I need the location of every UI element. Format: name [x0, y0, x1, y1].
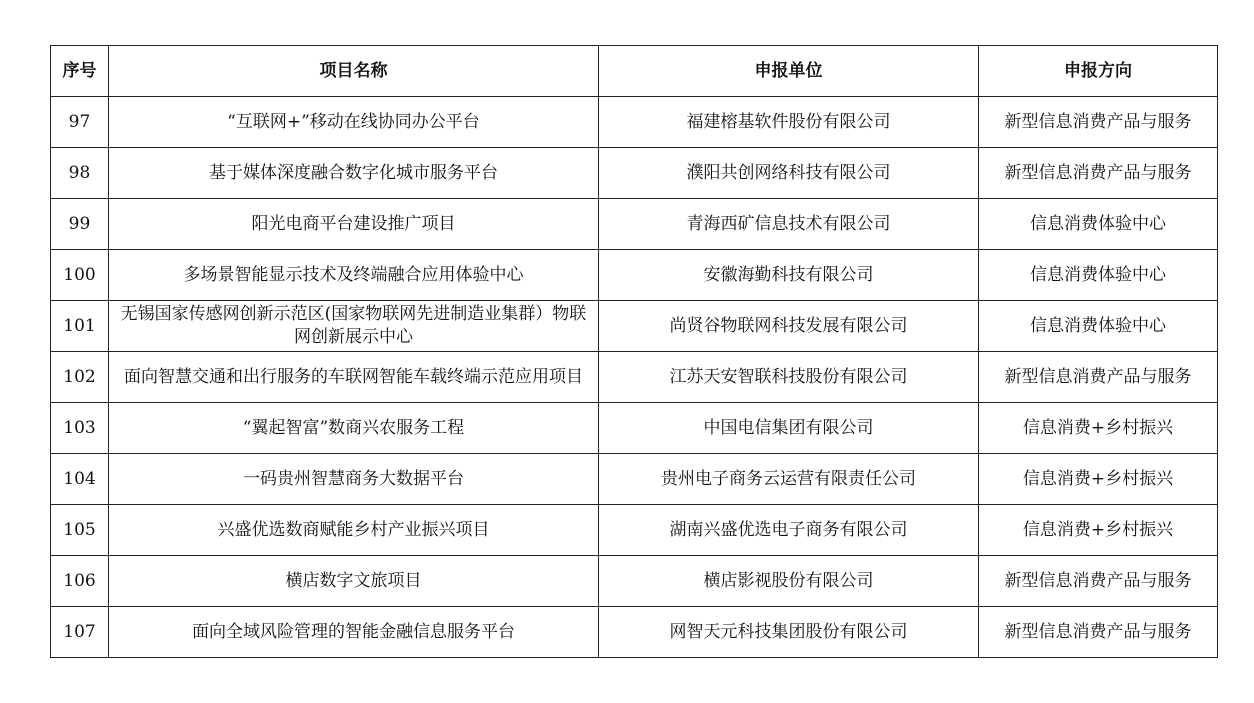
cell-project-name: 基于媒体深度融合数字化城市服务平台	[109, 148, 599, 199]
table-row	[51, 505, 1218, 556]
cell-application-direction: 信息消费+乡村振兴	[979, 403, 1218, 454]
cell-project-name: 兴盛优选数商赋能乡村产业振兴项目	[109, 505, 599, 556]
cell-project-name: 一码贵州智慧商务大数据平台	[109, 454, 599, 505]
project-table	[50, 45, 1218, 658]
cell-no: 106	[51, 556, 109, 607]
table-row	[51, 97, 1218, 148]
table-row	[51, 301, 1218, 352]
cell-application-direction: 新型信息消费产品与服务	[979, 607, 1218, 658]
cell-project-name: 面向智慧交通和出行服务的车联网智能车载终端示范应用项目	[109, 352, 599, 403]
cell-applicant-unit: 青海西矿信息技术有限公司	[599, 199, 979, 250]
cell-application-direction: 信息消费体验中心	[979, 301, 1218, 352]
cell-no: 107	[51, 607, 109, 658]
cell-application-direction: 信息消费体验中心	[979, 250, 1218, 301]
header-project-name: 项目名称	[109, 46, 599, 97]
cell-no: 105	[51, 505, 109, 556]
cell-project-name: 面向全域风险管理的智能金融信息服务平台	[109, 607, 599, 658]
cell-project-name: “互联网+”移动在线协同办公平台	[109, 97, 599, 148]
cell-no: 97	[51, 97, 109, 148]
cell-application-direction: 新型信息消费产品与服务	[979, 352, 1218, 403]
cell-applicant-unit: 中国电信集团有限公司	[599, 403, 979, 454]
cell-applicant-unit: 濮阳共创网络科技有限公司	[599, 148, 979, 199]
cell-no: 99	[51, 199, 109, 250]
cell-no: 100	[51, 250, 109, 301]
cell-project-name: 横店数字文旅项目	[109, 556, 599, 607]
cell-no: 103	[51, 403, 109, 454]
table-row	[51, 403, 1218, 454]
cell-application-direction: 新型信息消费产品与服务	[979, 148, 1218, 199]
cell-application-direction: 信息消费+乡村振兴	[979, 454, 1218, 505]
cell-project-name: 阳光电商平台建设推广项目	[109, 199, 599, 250]
table-row	[51, 607, 1218, 658]
table-row	[51, 148, 1218, 199]
table-row	[51, 199, 1218, 250]
table-row	[51, 250, 1218, 301]
cell-applicant-unit: 横店影视股份有限公司	[599, 556, 979, 607]
cell-applicant-unit: 安徽海勤科技有限公司	[599, 250, 979, 301]
header-applicant-unit: 申报单位	[599, 46, 979, 97]
cell-application-direction: 信息消费+乡村振兴	[979, 505, 1218, 556]
table-header-row	[51, 46, 1218, 97]
cell-application-direction: 信息消费体验中心	[979, 199, 1218, 250]
cell-applicant-unit: 湖南兴盛优选电子商务有限公司	[599, 505, 979, 556]
header-application-direction: 申报方向	[979, 46, 1218, 97]
cell-project-name: “翼起智富”数商兴农服务工程	[109, 403, 599, 454]
table-row	[51, 556, 1218, 607]
cell-application-direction: 新型信息消费产品与服务	[979, 556, 1218, 607]
cell-applicant-unit: 贵州电子商务云运营有限责任公司	[599, 454, 979, 505]
table-row	[51, 454, 1218, 505]
cell-application-direction: 新型信息消费产品与服务	[979, 97, 1218, 148]
cell-project-name: 无锡国家传感网创新示范区(国家物联网先进制造业集群）物联网创新展示中心	[109, 301, 599, 352]
cell-applicant-unit: 江苏天安智联科技股份有限公司	[599, 352, 979, 403]
cell-project-name: 多场景智能显示技术及终端融合应用体验中心	[109, 250, 599, 301]
cell-no: 101	[51, 301, 109, 352]
table-row	[51, 352, 1218, 403]
cell-applicant-unit: 网智天元科技集团股份有限公司	[599, 607, 979, 658]
header-no: 序号	[51, 46, 109, 97]
cell-no: 104	[51, 454, 109, 505]
cell-no: 102	[51, 352, 109, 403]
cell-no: 98	[51, 148, 109, 199]
cell-applicant-unit: 福建榕基软件股份有限公司	[599, 97, 979, 148]
cell-applicant-unit: 尚贤谷物联网科技发展有限公司	[599, 301, 979, 352]
